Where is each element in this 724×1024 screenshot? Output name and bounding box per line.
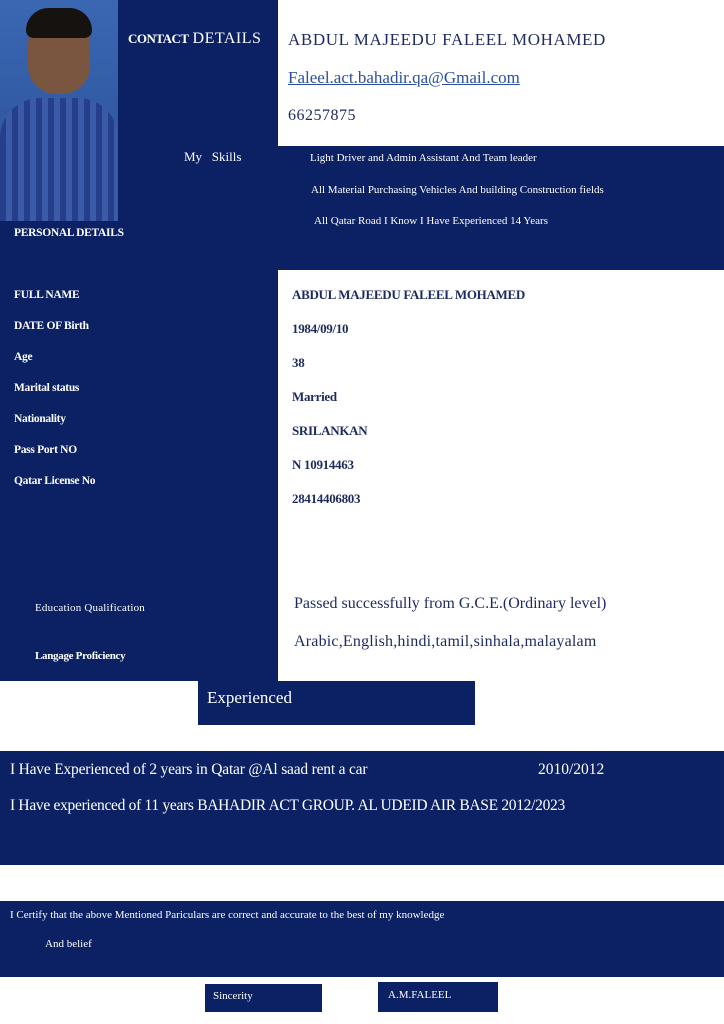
field-label-dob: DATE OF Birth	[14, 320, 89, 332]
skills-label: My Skills	[184, 149, 242, 164]
personal-details-heading: PERSONAL DETAILS	[14, 227, 124, 239]
field-label-nationality: Nationality	[14, 413, 66, 425]
profile-photo	[0, 0, 118, 221]
field-label-marital: Marital status	[14, 382, 80, 394]
field-value-nationality: SRILANKAN	[292, 423, 368, 438]
email-link[interactable]: Faleel.act.bahadir.qa@Gmail.com	[288, 68, 520, 87]
header-name: ABDUL MAJEEDU FALEEL MOHAMED	[288, 30, 606, 49]
field-value-marital: Married	[292, 389, 337, 404]
experience-line-1: I Have Experienced of 2 years in Qatar @Al saad rent a car	[10, 761, 368, 778]
signature-name: A.M.FALEEL	[388, 989, 452, 1001]
language-value: Arabic,English,hindi,tamil,sinhala,malayalam	[294, 633, 597, 650]
sincerity-label: Sincerity	[213, 990, 253, 1002]
field-value-passport: N 10914463	[292, 457, 354, 472]
skill-item: Light Driver and Admin Assistant And Team leader	[310, 152, 537, 164]
certification-line-1: I Certify that the above Mentioned Pariculars are correct and accurate to the best of my knowledge	[10, 909, 445, 921]
field-value-age: 38	[292, 355, 305, 370]
field-label-license: Qatar License No	[14, 475, 96, 487]
certification-line-2: And belief	[45, 938, 92, 950]
phone-number: 66257875	[288, 107, 356, 124]
field-label-age: Age	[14, 351, 33, 363]
field-label-passport: Pass Port NO	[14, 444, 77, 456]
field-value-dob: 1984/09/10	[292, 321, 349, 336]
contact-details-label: CONTACT DETAILS	[128, 30, 262, 47]
skill-item: All Material Purchasing Vehicles And building Construction fields	[311, 184, 604, 196]
experience-heading: Experienced	[207, 688, 292, 707]
education-label: Education Qualification	[35, 602, 145, 614]
skill-item: All Qatar Road I Know I Have Experienced 14 Years	[314, 215, 548, 227]
field-value-full-name: ABDUL MAJEEDU FALEEL MOHAMED	[292, 287, 525, 302]
experience-line-1-dates: 2010/2012	[538, 761, 605, 778]
skills-panel	[278, 146, 724, 270]
field-value-license: 28414406803	[292, 491, 361, 506]
field-label-full-name: FULL NAME	[14, 289, 80, 301]
experience-line-2: I Have experienced of 11 years BAHADIR ACT GROUP. AL UDEID AIR BASE 2012/2023	[10, 797, 565, 814]
education-value: Passed successfully from G.C.E.(Ordinary level)	[294, 595, 607, 612]
language-label: Langage Proficiency	[35, 650, 126, 662]
